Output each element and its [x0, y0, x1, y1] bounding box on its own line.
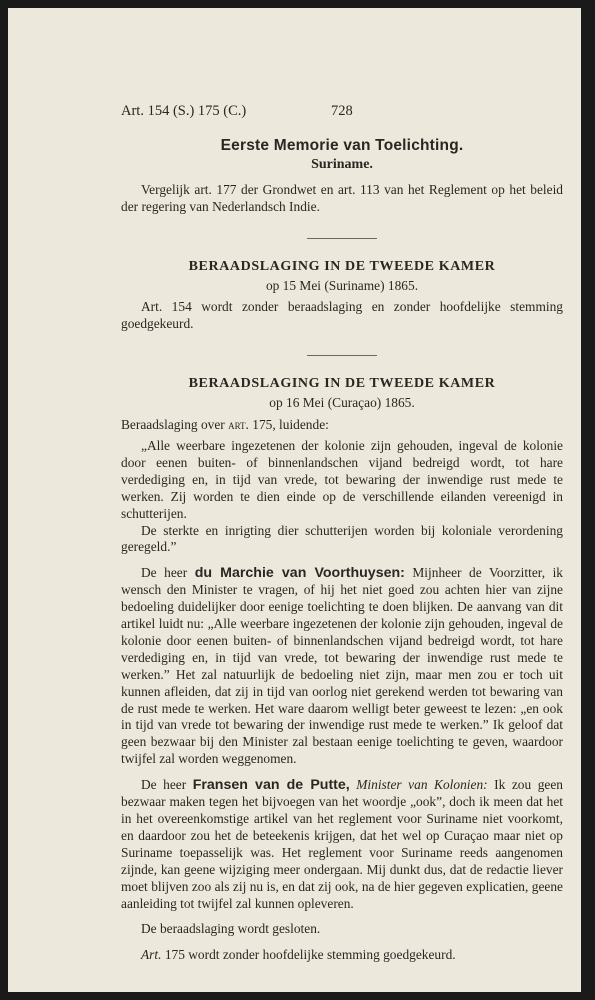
section-divider	[307, 238, 377, 239]
running-head-articles: Art. 154 (S.) 175 (C.)	[121, 102, 247, 119]
spacer	[121, 768, 563, 777]
section-date-2: op 16 Mei (Curaçao) 1865.	[269, 395, 415, 411]
spacer	[121, 556, 563, 565]
quoted-article-p1: „Alle weerbare ingezetenen der kolonie zijn gehouden, ingeval de kolonie door eenen buiten- of binnenlandschen vijand bedreigd wordt, tot hare verdediging en, in tijd van vrede, tot bewaring der inwendige rust mede te werken. Zij worden te dien einde op de verschillende eilanden vereenigd in schutterijen.	[121, 437, 563, 521]
speaker-role: Minister van Kolonien:	[349, 777, 488, 793]
speaker-name: du Marchie van Voorthuysen:	[194, 565, 405, 582]
final-text: 175 wordt zonder hoofdelijke stemming goedgekeurd.	[161, 947, 456, 963]
section-date-1: op 15 Mei (Suriname) 1865.	[265, 277, 419, 293]
speech1-text: Mijnheer de Voorzitter, ik wensch den Minister te vragen, of hij het niet goed zou achten hier van zijne bedoeling duidelijker door eenige toelichting te doen blijken. De aanvang van dit artikel luidt nu: „Alle weerbare ingezetenen der kolonie zijn gehouden, ingeval de kolonie door eenen buiten- of binnenlandschen vijand bedreigd wordt, tot hare verdediging en, in tijd van vrede, tot bewaring der inwendige rust mede te werken.” Het zal natuurlijk de bedoeling niet zijn, maar men zou er toch uit kunnen afleiden, dat zij in tijd van oorlog niet gerekend werden tot bewaring van de rust mede te werken. Het ware daarom welligt beter geweest te lezen: „en ook in tijd van vrede tot bewaring der inwendige rust mede te werken.” Ik geloof dat geen bezwaar bij den Minister zal bestaan eenige toelichting te geven, waardoor twijfel zal worden weggenomen.	[121, 565, 563, 767]
speech1-prefix: De heer	[141, 565, 195, 581]
intro-paragraph: Vergelijk art. 177 der Grondwet en art. 113 van het Reglement op het beleid der regering van Nederlandsch Indie.	[121, 181, 563, 214]
page-number: 728	[331, 102, 353, 119]
document-title: Eerste Memorie van Toelichting.	[220, 137, 464, 154]
speaker-name: Fransen van de Putte,	[192, 777, 350, 794]
section-heading-2: BERAADSLAGING IN DE TWEEDE KAMER	[188, 376, 496, 392]
spacer	[121, 938, 563, 947]
section-divider	[307, 355, 377, 356]
final-art: Art.	[141, 947, 162, 963]
final-line	[121, 947, 563, 964]
section-text-1: Art. 154 wordt zonder beraadslaging en zonder hoofdelijke stemming goedgekeurd.	[121, 299, 563, 332]
book-page	[8, 8, 581, 992]
speech-fransen	[121, 777, 563, 912]
closing-line: De beraadslaging wordt gesloten.	[141, 921, 321, 937]
deliberation-lead	[121, 417, 563, 434]
running-head	[121, 100, 563, 122]
page-content	[121, 100, 563, 964]
document-subtitle: Suriname.	[311, 156, 373, 172]
quoted-article-p2: De sterkte en inrigting dier schutterijen worden bij koloniale verordening geregeld.”	[121, 522, 563, 555]
speech2-prefix: De heer	[141, 777, 193, 793]
speech-du-marchie	[121, 565, 563, 768]
section-heading-1: BERAADSLAGING IN DE TWEEDE KAMER	[188, 258, 496, 274]
lead-art: art.	[228, 417, 249, 433]
lead-after: 175, luidende:	[248, 417, 329, 433]
lead-before: Beraadslaging over	[121, 417, 229, 433]
speech2-text: Ik zou geen bezwaar maken tegen het bijvoegen van het woordje „ook”, doch ik meen dat het in het overeenkomstige artikel van het reglement voor Suriname niet voorkomt, en daardoor zou het de beteekenis krijgen, dat het wel op Curaçao maar niet op Suriname toepasselijk was. Het reglement voor Suriname reeds aangenomen zijnde, kan geene wijziging meer ondergaan. Mij dunkt dus, dat de redactie liever moet blijven zoo als zij nu is, en dat zij ook, na de hier gegeven explicatien, geene aanleiding tot twijfel zal kunnen opleveren.	[121, 777, 564, 911]
spacer	[121, 912, 563, 921]
